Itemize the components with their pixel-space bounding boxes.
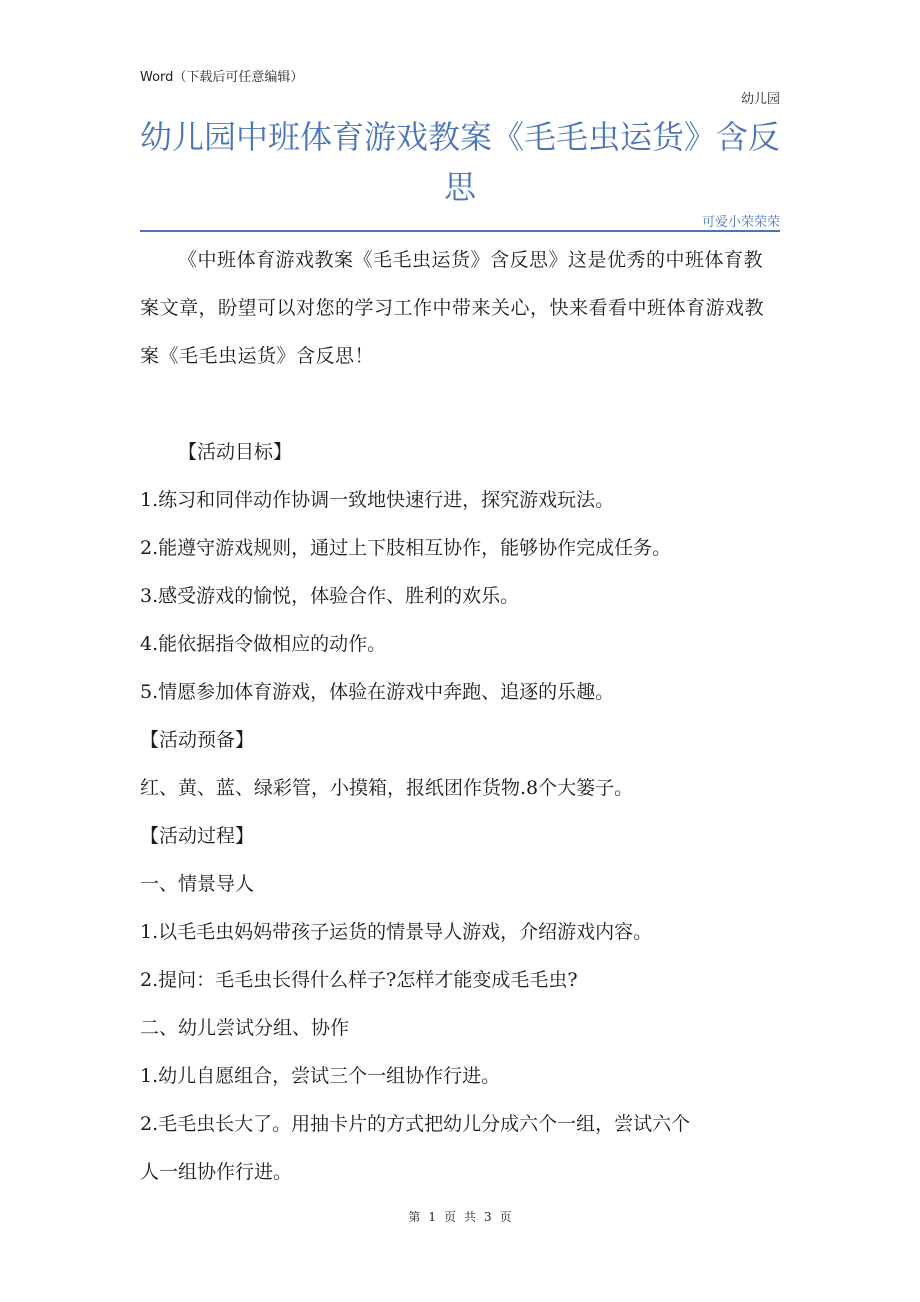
goal-item: 3.感受游戏的愉悦，体验合作、胜利的欢乐。 bbox=[140, 585, 520, 607]
document-body bbox=[140, 236, 780, 1196]
step1-item: 2.提问：毛毛虫长得什么样子?怎样才能变成毛毛虫? bbox=[140, 969, 578, 991]
header-category: 幼儿园 bbox=[740, 92, 780, 107]
prep-text: 红、黄、蓝、绿彩管，小摸箱，报纸团作货物.8个大篓子。 bbox=[140, 777, 634, 799]
step2-item: 1.幼儿自愿组合，尝试三个一组协作行进。 bbox=[140, 1065, 501, 1087]
goal-item: 1.练习和同伴动作协调一致地快速行进，探究游戏玩法。 bbox=[140, 489, 615, 511]
step2-heading: 二、幼儿尝试分组、协作 bbox=[140, 1017, 350, 1039]
page-prefix: 第 bbox=[408, 1210, 421, 1224]
current-page-number: 1 bbox=[428, 1210, 436, 1224]
document-title: 幼儿园中班体育游戏教案《毛毛虫运货》含反思 bbox=[140, 118, 781, 206]
author-name: 可爱小荣荣荣 bbox=[701, 215, 780, 230]
goals-heading: 【活动目标】 bbox=[178, 441, 293, 463]
process-heading: 【活动过程】 bbox=[140, 825, 255, 847]
intro-paragraph: 《中班体育游戏教案《毛毛虫运货》含反思》这是优秀的中班体育教案文章，盼望可以对您的学习工作中带来关心，快来看看中班体育游戏教案《毛毛虫运货》含反思！ bbox=[140, 249, 765, 367]
step1-heading: 一、情景导人 bbox=[140, 873, 255, 895]
page-mid: 页 bbox=[443, 1210, 456, 1224]
goal-item: 5.情愿参加体育游戏，体验在游戏中奔跑、追逐的乐趣。 bbox=[140, 681, 615, 703]
total-prefix: 共 bbox=[464, 1210, 477, 1224]
step1-item: 1.以毛毛虫妈妈带孩子运货的情景导人游戏，介绍游戏内容。 bbox=[140, 921, 653, 943]
page-footer bbox=[0, 1208, 920, 1225]
prep-heading: 【活动预备】 bbox=[140, 729, 255, 751]
total-page-count: 3 bbox=[484, 1210, 492, 1224]
page-suffix: 页 bbox=[499, 1210, 512, 1224]
step2-item: 人一组协作行进。 bbox=[140, 1161, 293, 1183]
goal-item: 4.能依据指令做相应的动作。 bbox=[140, 633, 387, 655]
paragraph-spacer bbox=[140, 380, 780, 428]
goal-item: 2.能遵守游戏规则，通过上下肢相互协作，能够协作完成任务。 bbox=[140, 537, 672, 559]
step2-item: 2.毛毛虫长大了。用抽卡片的方式把幼儿分成六个一组，尝试六个 bbox=[140, 1113, 691, 1135]
download-note: Word（下载后可任意编辑） bbox=[140, 70, 304, 85]
title-divider bbox=[140, 230, 780, 232]
